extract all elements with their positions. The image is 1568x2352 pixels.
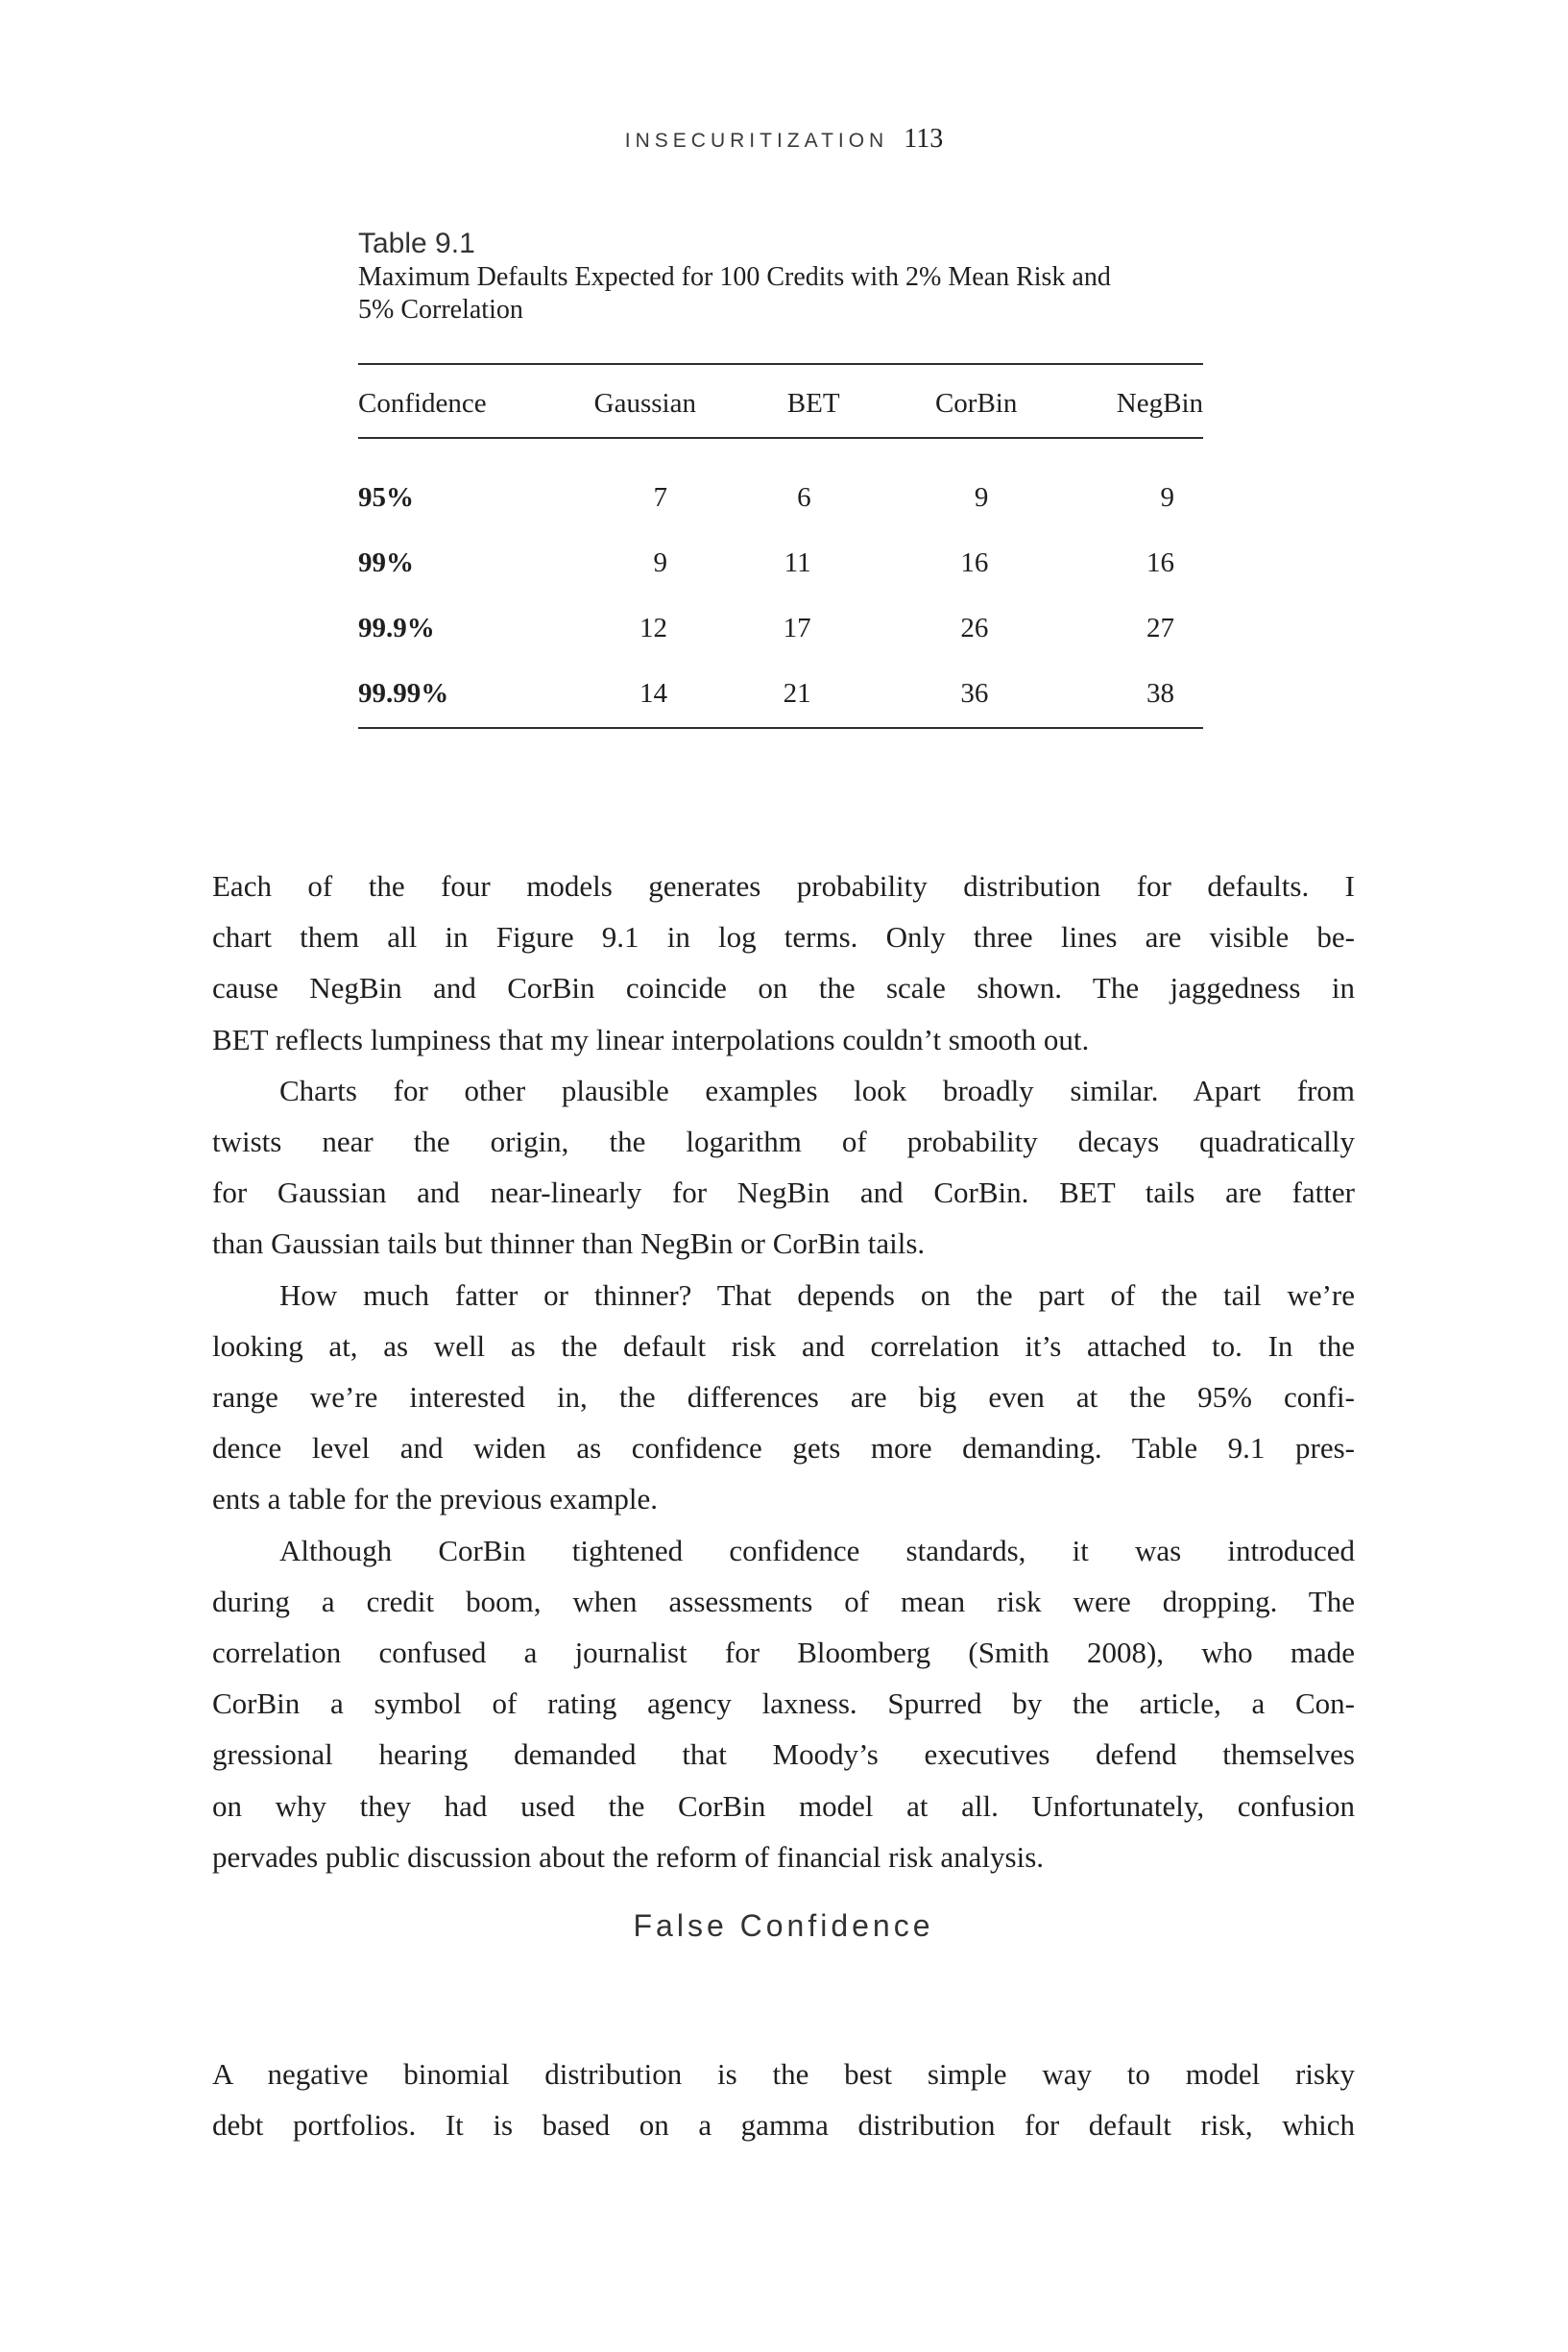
paragraph-2: [212, 1065, 1355, 1270]
row-label: 99%: [358, 547, 414, 578]
row-label: 95%: [358, 482, 414, 513]
column-header-corbin: CorBin: [840, 364, 1018, 438]
cell-value: 12: [639, 613, 667, 643]
text-line: Charts for other plausible examples look broadly similar. Apart from: [279, 1073, 1355, 1107]
table-label: Table 9.1: [358, 228, 475, 259]
cell-value: 17: [783, 613, 811, 643]
row-label: 99.9%: [358, 613, 435, 643]
paragraph-5: [212, 2049, 1355, 2150]
text-line: during a credit boom, when assessments of mean risk were dropping. The: [212, 1584, 1355, 1618]
caption-line: Maximum Defaults Expected for 100 Credits with 2% Mean Risk and: [358, 262, 1111, 292]
text-line: than Gaussian tails but thinner than NegBin or CorBin tails.: [212, 1226, 926, 1261]
table-block: [358, 227, 1203, 729]
running-head-title: INSECURITIZATION: [624, 130, 889, 152]
text-line: pervades public discussion about the reform of financial risk analysis.: [212, 1839, 1045, 1874]
text-line: chart them all in Figure 9.1 in log terms. Only three lines are visible be-: [212, 920, 1355, 955]
section-heading: False Confidence: [633, 1908, 934, 1944]
row-label: 99.99%: [358, 678, 449, 709]
cell-value: 27: [1146, 613, 1174, 643]
cell-value: 14: [639, 678, 667, 709]
table-row: [358, 531, 1203, 596]
table-header-row: [358, 364, 1203, 438]
table-row: [358, 438, 1203, 531]
cell-value: 16: [960, 547, 989, 578]
cell-value: 9: [974, 482, 989, 513]
body-text: [212, 861, 1355, 2150]
text-line: cause NegBin and CorBin coincide on the scale shown. The jaggedness in: [212, 971, 1355, 1006]
text-line: correlation confused a journalist for Bloomberg (Smith 2008), who made: [212, 1636, 1355, 1670]
text-line: gressional hearing demanded that Moody’s executives defend themselves: [212, 1737, 1355, 1772]
paragraph-3: [212, 1270, 1355, 1525]
table-caption: [358, 261, 1203, 327]
text-line: on why they had used the CorBin model at all. Unfortunately, confusion: [212, 1788, 1355, 1823]
column-header-gaussian: Gaussian: [544, 364, 696, 438]
paragraph-1: [212, 861, 1355, 1065]
cell-value: 6: [797, 482, 811, 513]
cell-value: 36: [960, 678, 989, 709]
cell-value: 9: [653, 547, 667, 578]
text-line: A negative binomial distribution is the best simple way to model risky: [212, 2057, 1355, 2092]
text-line: twists near the origin, the logarithm of probability decays quadratically: [212, 1125, 1355, 1159]
text-line: BET reflects lumpiness that my linear interpolations couldn’t smooth out.: [212, 1022, 1090, 1056]
text-line: for Gaussian and near-linearly for NegBin and CorBin. BET tails are fatter: [212, 1176, 1355, 1210]
column-header-bet: BET: [696, 364, 840, 438]
text-line: looking at, as well as the default risk and correlation it’s attached to. In the: [212, 1328, 1355, 1363]
cell-value: 38: [1146, 678, 1174, 709]
text-line: debt portfolios. It is based on a gamma distribution for default risk, which: [212, 2108, 1355, 2143]
cell-value: 7: [653, 482, 667, 513]
cell-value: 21: [783, 678, 811, 709]
column-header-negbin: NegBin: [1017, 364, 1203, 438]
cell-value: 26: [960, 613, 989, 643]
table-body: [358, 438, 1203, 728]
text-line: How much fatter or thinner? That depends on the part of the tail we’re: [279, 1277, 1355, 1312]
text-line: Although CorBin tightened confidence standards, it was introduced: [279, 1533, 1355, 1567]
text-line: dence level and widen as confidence gets more demanding. Table 9.1 pres-: [212, 1431, 1355, 1466]
cell-value: 9: [1160, 482, 1174, 513]
text-line: CorBin a symbol of rating agency laxness. Spurred by the article, a Con-: [212, 1686, 1355, 1721]
table-row: [358, 596, 1203, 662]
text-line: range we’re interested in, the differences are big even at the 95% confi-: [212, 1380, 1355, 1415]
running-head: [0, 123, 1568, 159]
caption-line: 5% Correlation: [358, 295, 523, 325]
table-row: [358, 662, 1203, 728]
cell-value: 11: [784, 547, 811, 578]
text-line: ents a table for the previous example.: [212, 1482, 658, 1516]
cell-value: 16: [1146, 547, 1174, 578]
defaults-table: [358, 363, 1203, 729]
paragraph-4: [212, 1525, 1355, 1882]
column-header-confidence: Confidence: [358, 364, 544, 438]
table-header: [358, 364, 1203, 438]
page-number: 113: [904, 124, 944, 154]
text-line: Each of the four models generates probability distribution for defaults. I: [212, 869, 1355, 903]
